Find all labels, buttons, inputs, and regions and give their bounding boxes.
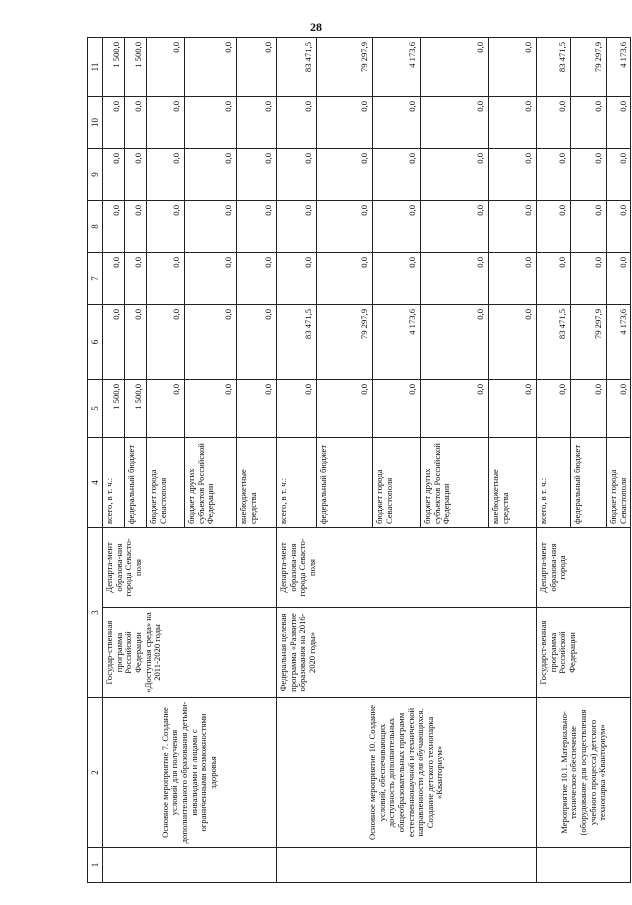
amount-cell: 0,0 <box>103 253 125 305</box>
amount-cell: 1 500,0 <box>103 38 125 97</box>
amount-cell: 0,0 <box>237 201 277 253</box>
header-cell: 5 <box>88 380 103 438</box>
page-number: 28 <box>310 20 322 34</box>
amount-cell: 79 297,9 <box>571 305 607 380</box>
amount-cell: 0,0 <box>489 253 537 305</box>
row-number-cell <box>537 848 631 883</box>
header-cell: 9 <box>88 149 103 201</box>
amount-cell: 0,0 <box>103 149 125 201</box>
amount-cell: 4 173,6 <box>373 305 421 380</box>
amount-cell: 0,0 <box>571 253 607 305</box>
amount-cell: 0,0 <box>571 380 607 438</box>
funding-source-cell: внебюджетные средства <box>237 438 277 528</box>
amount-cell: 0,0 <box>489 38 537 97</box>
amount-cell: 0,0 <box>237 253 277 305</box>
amount-cell: 0,0 <box>147 380 185 438</box>
amount-cell: 0,0 <box>537 253 571 305</box>
amount-cell: 0,0 <box>103 97 125 149</box>
amount-cell: 0,0 <box>147 97 185 149</box>
event-name-cell: Основное мероприятие 7. Создание условий для получения дополнительного образования детьми-инвалидами и лицами с ограниченными возможностями здоровья <box>103 698 277 848</box>
amount-cell: 0,0 <box>277 97 317 149</box>
header-cell: 10 <box>88 97 103 149</box>
event-name-cell: Мероприятие 10.1. Материально-техническое обеспечение (оборудование для осуществления учебного процесса) детского технопарка «Кванториум» <box>537 698 631 848</box>
amount-cell: 0,0 <box>537 201 571 253</box>
amount-cell: 0,0 <box>147 253 185 305</box>
amount-cell: 0,0 <box>489 97 537 149</box>
amount-cell: 4 173,6 <box>607 38 631 97</box>
amount-cell: 1 500,0 <box>125 38 147 97</box>
amount-cell: 1 500,0 <box>103 380 125 438</box>
amount-cell: 0,0 <box>421 149 489 201</box>
funding-source-cell: всего, в т. ч.: <box>277 438 317 528</box>
amount-cell: 83 471,5 <box>277 38 317 97</box>
rotated-table-viewport <box>87 38 628 883</box>
amount-cell: 0,0 <box>537 149 571 201</box>
amount-cell: 0,0 <box>607 201 631 253</box>
header-cell: 11 <box>88 38 103 97</box>
amount-cell: 0,0 <box>421 305 489 380</box>
amount-cell: 0,0 <box>607 380 631 438</box>
amount-cell: 83 471,5 <box>277 305 317 380</box>
amount-cell: 0,0 <box>277 149 317 201</box>
event-name-cell: Основное мероприятие 10. Создание условий, обеспечивающих доступность дополнительных общеобразовательных программ естественнонаучной и технической направленности для обучающихся. Создание детского технопарка «Кванториум» <box>277 698 537 848</box>
amount-cell: 0,0 <box>537 97 571 149</box>
row-number-cell <box>277 848 537 883</box>
amount-cell: 0,0 <box>237 97 277 149</box>
amount-cell: 0,0 <box>317 201 373 253</box>
amount-cell: 0,0 <box>103 305 125 380</box>
amount-cell: 0,0 <box>421 97 489 149</box>
amount-cell: 0,0 <box>147 305 185 380</box>
amount-cell: 0,0 <box>125 201 147 253</box>
funding-source-cell: федеральный бюджет <box>571 438 607 528</box>
header-cell: 2 <box>88 698 103 848</box>
amount-cell: 0,0 <box>185 97 237 149</box>
amount-cell: 0,0 <box>185 201 237 253</box>
executor-cell: Департа-мент образова-ния города Севасто-поля <box>277 528 537 608</box>
amount-cell: 0,0 <box>277 380 317 438</box>
amount-cell: 0,0 <box>125 97 147 149</box>
amount-cell: 0,0 <box>237 380 277 438</box>
header-cell: 4 <box>88 438 103 528</box>
table-row <box>277 38 317 883</box>
amount-cell: 79 297,9 <box>317 38 373 97</box>
amount-cell: 0,0 <box>607 97 631 149</box>
amount-cell: 79 297,9 <box>571 38 607 97</box>
amount-cell: 0,0 <box>147 38 185 97</box>
amount-cell: 0,0 <box>317 97 373 149</box>
amount-cell: 0,0 <box>571 149 607 201</box>
program-cell: Государст-венная программа Российской Федерации <box>537 608 631 698</box>
amount-cell: 0,0 <box>421 380 489 438</box>
program-cell: Федеральная целевая программа «Развитие образования на 2016-2020 годы» <box>277 608 537 698</box>
amount-cell: 0,0 <box>147 201 185 253</box>
funding-source-cell: бюджет города Севастополя <box>147 438 185 528</box>
amount-cell: 0,0 <box>489 201 537 253</box>
amount-cell: 0,0 <box>317 380 373 438</box>
amount-cell: 0,0 <box>185 305 237 380</box>
amount-cell: 0,0 <box>237 38 277 97</box>
header-cell: 1 <box>88 848 103 883</box>
row-number-cell <box>103 848 277 883</box>
amount-cell: 0,0 <box>421 253 489 305</box>
amount-cell: 0,0 <box>237 305 277 380</box>
header-cell: 6 <box>88 305 103 380</box>
funding-source-cell: бюджет города Севастополя <box>373 438 421 528</box>
amount-cell: 0,0 <box>421 38 489 97</box>
funding-source-cell: федеральный бюджет <box>125 438 147 528</box>
amount-cell: 4 173,6 <box>373 38 421 97</box>
amount-cell: 0,0 <box>125 253 147 305</box>
amount-cell: 0,0 <box>185 149 237 201</box>
amount-cell: 0,0 <box>373 201 421 253</box>
header-cell: 3 <box>88 528 103 698</box>
amount-cell: 0,0 <box>607 253 631 305</box>
amount-cell: 0,0 <box>373 97 421 149</box>
amount-cell: 0,0 <box>185 38 237 97</box>
amount-cell: 0,0 <box>125 305 147 380</box>
amount-cell: 0,0 <box>317 253 373 305</box>
amount-cell: 83 471,5 <box>537 305 571 380</box>
executor-cell: Департа-мент образова-ния города <box>537 528 631 608</box>
amount-cell: 0,0 <box>277 253 317 305</box>
amount-cell: 0,0 <box>185 380 237 438</box>
amount-cell: 79 297,9 <box>317 305 373 380</box>
amount-cell: 0,0 <box>571 97 607 149</box>
amount-cell: 0,0 <box>185 253 237 305</box>
funding-source-cell: бюджет других субъектов Российской Федерации <box>185 438 237 528</box>
amount-cell: 0,0 <box>537 380 571 438</box>
table-row <box>537 38 571 883</box>
amount-cell: 1 500,0 <box>125 380 147 438</box>
funding-source-cell: федеральный бюджет <box>317 438 373 528</box>
executor-cell: Департа-мент образова-ния города Севасто-поля <box>103 528 277 608</box>
amount-cell: 0,0 <box>489 305 537 380</box>
program-cell: Государ-ственная программа Российской Федерации «Доступная среда» на 2011-2020 годы <box>103 608 277 698</box>
header-row <box>88 38 103 883</box>
amount-cell: 0,0 <box>147 149 185 201</box>
amount-cell: 0,0 <box>317 149 373 201</box>
amount-cell: 0,0 <box>277 201 317 253</box>
amount-cell: 0,0 <box>373 253 421 305</box>
amount-cell: 0,0 <box>373 149 421 201</box>
funding-source-cell: всего, в т. ч.: <box>537 438 571 528</box>
table-row <box>103 38 125 883</box>
amount-cell: 0,0 <box>489 149 537 201</box>
amount-cell: 0,0 <box>489 380 537 438</box>
amount-cell: 0,0 <box>237 149 277 201</box>
amount-cell: 0,0 <box>607 149 631 201</box>
rotated-table-wrapper <box>87 38 628 883</box>
amount-cell: 0,0 <box>125 149 147 201</box>
amount-cell: 0,0 <box>373 380 421 438</box>
funding-source-cell: бюджет других субъектов Российской Федерации <box>421 438 489 528</box>
funding-source-cell: бюджет города Севастополя <box>607 438 631 528</box>
funding-source-cell: всего, в т. ч.: <box>103 438 125 528</box>
header-cell: 7 <box>88 253 103 305</box>
budget-table <box>87 37 631 883</box>
funding-source-cell: внебюджетные средства <box>489 438 537 528</box>
amount-cell: 0,0 <box>571 201 607 253</box>
amount-cell: 0,0 <box>421 201 489 253</box>
amount-cell: 83 471,5 <box>537 38 571 97</box>
amount-cell: 4 173,6 <box>607 305 631 380</box>
header-cell: 8 <box>88 201 103 253</box>
amount-cell: 0,0 <box>103 201 125 253</box>
